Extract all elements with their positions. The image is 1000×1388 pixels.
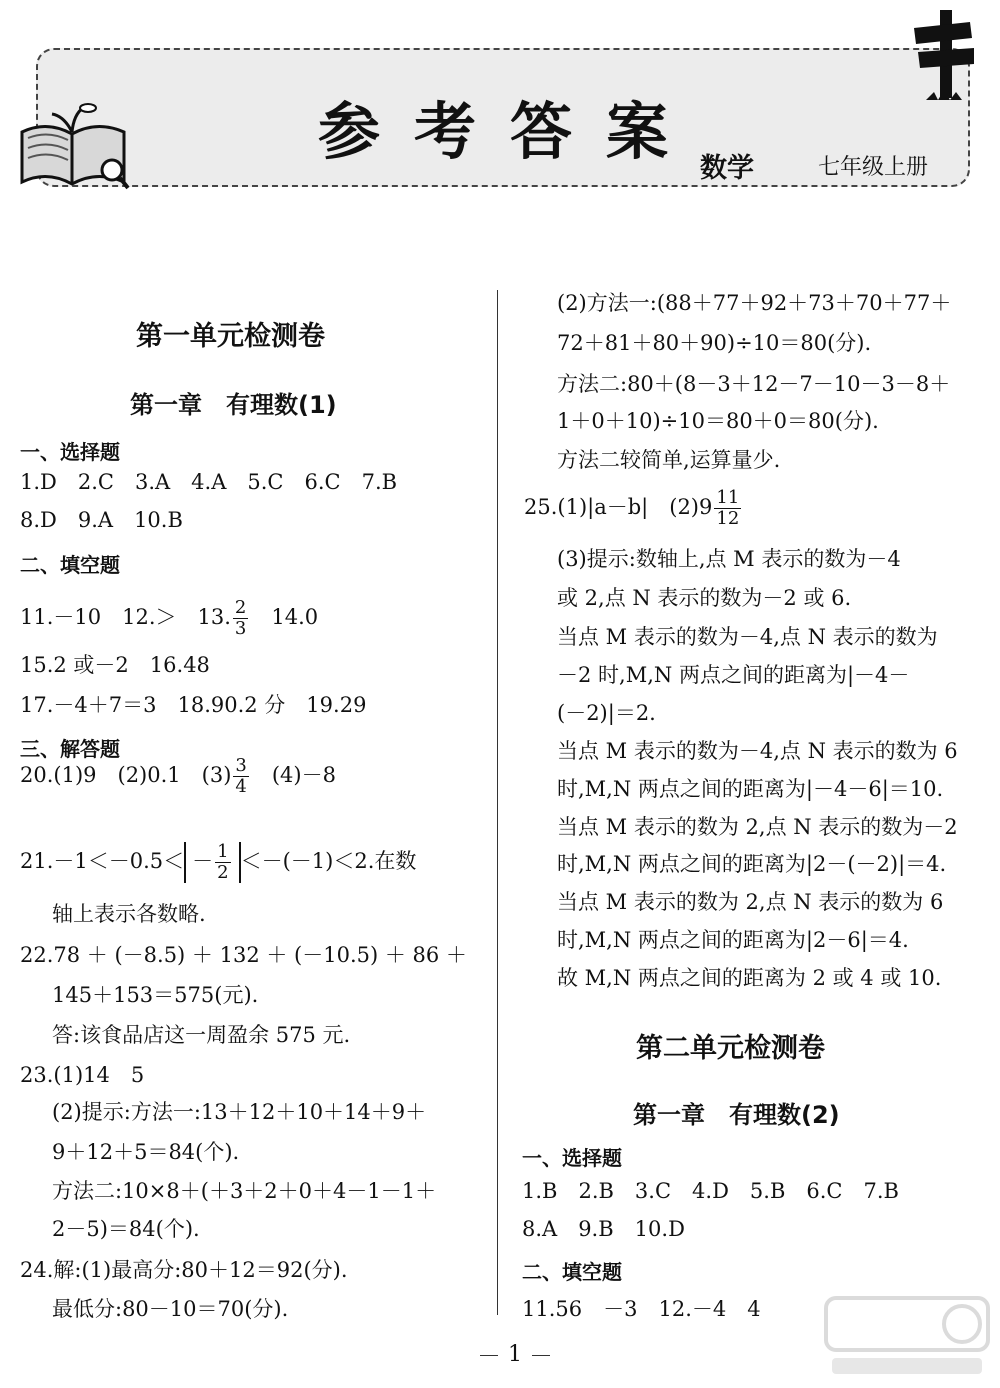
- fraction-denominator: 2: [217, 862, 229, 883]
- answer-line: 时,M,N 两点之间的距离为|2－(－2)|＝4.: [557, 852, 947, 876]
- answer-line: 9＋12＋5＝84(个).: [52, 1140, 240, 1164]
- answer-text: ＜－(－1)＜2.在数: [240, 849, 417, 873]
- answer-line: 15.2 或－2 16.48: [20, 653, 210, 677]
- fraction-denominator: 3: [234, 618, 247, 639]
- answer-text: －: [192, 849, 214, 873]
- answer-line: 最低分:80－10＝70(分).: [52, 1297, 289, 1321]
- section-heading: 二、填空题: [20, 553, 120, 577]
- fraction: [215, 842, 230, 883]
- answer-line: 方法二:10×8＋(＋3＋2＋0＋4－1－1＋: [52, 1179, 437, 1203]
- signpost-icon: [908, 8, 982, 106]
- section-heading: 三、解答题: [20, 737, 120, 761]
- answer-line: (2)方法一:(88＋77＋92＋73＋70＋77＋: [557, 291, 952, 315]
- answer-line: 轴上表示各数略.: [52, 902, 206, 926]
- unit-title: 第一单元检测卷: [136, 321, 325, 352]
- answer-line: 或 2,点 N 表示的数为－2 或 6.: [557, 586, 852, 610]
- book-icon: [12, 102, 134, 194]
- answer-line: 1.D 2.C 3.A 4.A 5.C 6.C 7.B: [20, 470, 398, 494]
- answer-line: 当点 M 表示的数为 2,点 N 表示的数为－2: [557, 815, 958, 839]
- answer-line: 1.B 2.B 3.C 4.D 5.B 6.C 7.B: [522, 1179, 899, 1203]
- answer-line: [20, 598, 318, 639]
- answer-line: 当点 M 表示的数为－4,点 N 表示的数为: [557, 625, 938, 649]
- answer-line: 17.－4＋7＝3 18.90.2 分 19.29: [20, 693, 367, 717]
- answer-line: [20, 756, 336, 797]
- answer-line: [524, 488, 743, 529]
- answer-line: －2 时,M,N 两点之间的距离为|－4－: [557, 663, 910, 687]
- answer-line: (3)提示:数轴上,点 M 表示的数为－4: [557, 547, 901, 571]
- answer-line: 11.56 －3 12.－4 4: [522, 1297, 761, 1321]
- page-number: 1: [470, 1342, 560, 1367]
- answer-line: 72＋81＋80＋90)÷10＝80(分).: [557, 331, 872, 355]
- fraction-numerator: 1: [217, 841, 229, 862]
- column-divider: [497, 290, 498, 1315]
- page-title: 参考答案: [318, 95, 703, 168]
- fraction: [714, 488, 741, 529]
- answer-line: 方法二:80＋(8－3＋12－7－10－3－8＋: [557, 372, 951, 396]
- watermark-logo: [822, 1292, 992, 1382]
- answer-text: 11.－10 12.＞ 13.: [20, 605, 231, 629]
- section-heading: 一、选择题: [522, 1146, 622, 1170]
- grade-label: 七年级上册: [818, 155, 929, 180]
- answer-line: 当点 M 表示的数为 2,点 N 表示的数为 6: [557, 890, 944, 914]
- answer-line: 答:该食品店这一周盈余 575 元.: [52, 1023, 351, 1047]
- answer-line: 24.解:(1)最高分:80＋12＝92(分).: [20, 1258, 348, 1282]
- answer-line: 8.A 9.B 10.D: [522, 1217, 685, 1241]
- fraction-numerator: 2: [234, 597, 247, 618]
- answer-line: 145＋153＝575(元).: [52, 983, 259, 1007]
- fraction-denominator: 12: [716, 508, 740, 529]
- section-heading: 一、选择题: [20, 440, 120, 464]
- fraction-denominator: 4: [235, 776, 247, 797]
- answer-line: 8.D 9.A 10.B: [20, 508, 183, 532]
- chapter-title: 第一章 有理数(1): [130, 391, 337, 419]
- answer-text: 14.0: [250, 605, 319, 629]
- answer-line: 22.78 ＋ (－8.5) ＋ 132 ＋ (－10.5) ＋ 86 ＋: [20, 943, 467, 967]
- answer-line: 当点 M 表示的数为－4,点 N 表示的数为 6: [557, 739, 958, 763]
- subject-label: 数学: [700, 153, 754, 184]
- fraction-numerator: 11: [716, 487, 740, 508]
- answer-line: (－2)|＝2.: [557, 701, 656, 725]
- answer-line: 故 M,N 两点之间的距离为 2 或 4 或 10.: [557, 966, 942, 990]
- answer-line: 1＋0＋10)÷10＝80＋0＝80(分).: [557, 409, 879, 433]
- answer-line: 23.(1)14 5: [20, 1063, 145, 1087]
- fraction: [233, 756, 248, 797]
- chapter-title: 第一章 有理数(2): [633, 1101, 840, 1129]
- answer-text: 25.(1)|a－b| (2)9: [524, 495, 713, 519]
- unit-title: 第二单元检测卷: [636, 1033, 825, 1064]
- answer-line: 时,M,N 两点之间的距离为|－4－6|＝10.: [557, 777, 944, 801]
- answer-text: 21.－1＜－0.5＜: [20, 849, 185, 873]
- section-heading: 二、填空题: [522, 1260, 622, 1284]
- answer-line: 时,M,N 两点之间的距离为|2－6|＝4.: [557, 928, 909, 952]
- answer-line: [20, 842, 416, 883]
- answer-text: (4)－8: [250, 763, 336, 787]
- answer-line: 方法二较简单,运算量少.: [557, 448, 781, 472]
- fraction: [233, 598, 248, 639]
- answer-line: (2)提示:方法一:13＋12＋10＋14＋9＋: [52, 1100, 427, 1124]
- absolute-value: [184, 842, 240, 883]
- fraction-numerator: 3: [235, 755, 247, 776]
- answer-line: 2－5)＝84(个).: [52, 1217, 200, 1241]
- answer-text: 20.(1)9 (2)0.1 (3): [20, 763, 232, 787]
